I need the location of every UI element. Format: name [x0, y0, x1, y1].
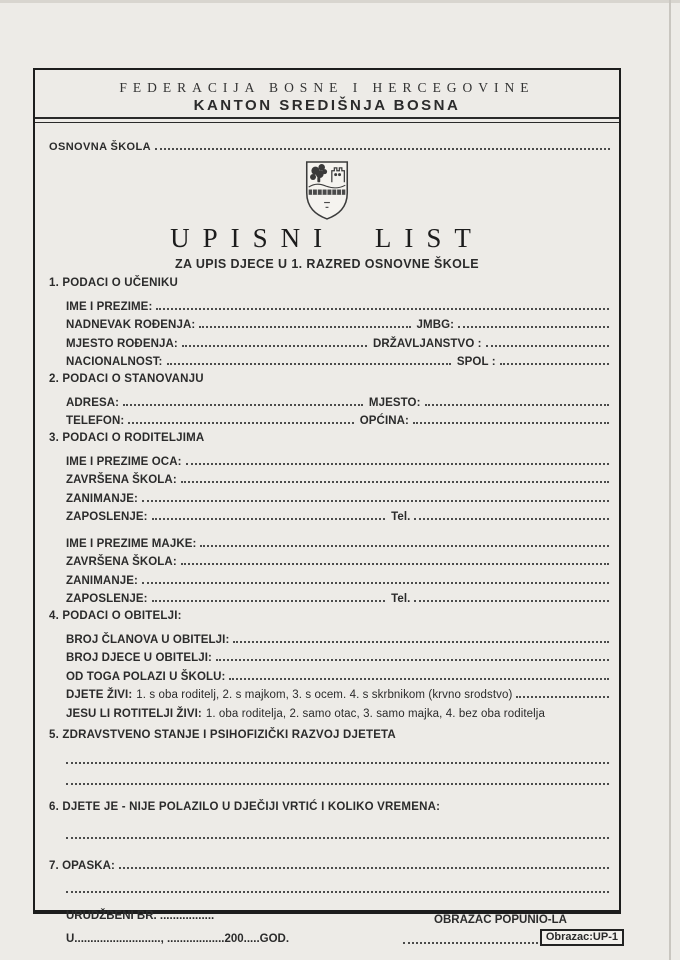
header-canton: KANTON SREDIŠNJA BOSNA — [193, 97, 461, 114]
label-broj-djece: BROJ DJECE U OBITELJI: — [66, 652, 212, 664]
fill-line — [167, 363, 451, 365]
field-djete-zivi — [66, 683, 610, 702]
fill-line — [425, 404, 609, 406]
fill-line — [199, 326, 410, 328]
label-nadnevak: NADNEVAK ROĐENJA: — [66, 319, 196, 331]
fill-line — [152, 600, 385, 602]
field-zavrsena-skola-majka — [66, 550, 610, 569]
fill-line — [66, 783, 609, 785]
fill-line — [414, 600, 609, 602]
label-zaposlenje: ZAPOSLENJE: — [66, 511, 148, 523]
section-7-heading: 7. OPASKA: — [49, 859, 115, 872]
label-zavrsena-skola: ZAVRŠENA ŠKOLA: — [66, 474, 177, 486]
fill-line — [152, 518, 385, 520]
field-polazi-u-skolu — [66, 664, 610, 683]
field-nacionalnost-spol — [66, 350, 610, 369]
field-telefon-opcina — [66, 409, 610, 428]
school-fill-line — [155, 148, 610, 150]
options-roditelji-zivi: 1. oba roditelja, 2. samo otac, 3. samo majka, 4. bez oba roditelja — [205, 707, 545, 720]
scan-edge-top — [0, 0, 680, 3]
form-footer — [66, 910, 598, 945]
fill-line — [66, 891, 609, 893]
fill-line — [119, 867, 609, 869]
field-zaposlenje-majka — [66, 587, 610, 606]
form-title: UPISNI LIST — [170, 223, 484, 253]
field-roditelji-zivi — [66, 701, 610, 720]
label-zanimanje: ZANIMANJE: — [66, 574, 138, 587]
footer-left — [66, 910, 289, 945]
fill-line — [142, 582, 609, 584]
field-mjesto-drzavljanstvo — [66, 331, 610, 350]
blank-line — [66, 746, 610, 767]
section-5-heading: 5. ZDRAVSTVENO STANJE I PSIHOFIZIČKI RAZVOJ DJETETA — [49, 728, 396, 741]
fill-line — [181, 481, 609, 483]
fill-line — [66, 762, 609, 764]
field-zavrsena-skola-otac — [66, 468, 610, 487]
label-ime-majke: IME I PREZIME MAJKE: — [66, 537, 197, 550]
field-ime-prezime — [66, 294, 610, 313]
fill-line — [123, 404, 363, 406]
label-tel: Tel. — [391, 593, 411, 605]
label-mjesto: MJESTO: — [368, 396, 421, 409]
label-zavrsena-skola: ZAVRŠENA ŠKOLA: — [66, 556, 177, 568]
label-djete-zivi: DJETE ŽIVI: — [66, 689, 133, 701]
label-telefon: TELEFON: — [66, 415, 125, 427]
fill-line — [186, 463, 609, 465]
field-zaposlenje-otac — [66, 505, 610, 524]
label-ime-oca: IME I PREZIME OCA: — [66, 455, 182, 468]
field-nadnevak-jmbg — [66, 313, 610, 332]
header-country: FEDERACIJA BOSNE I HERCEGOVINE — [119, 80, 535, 95]
field-ime-majke — [66, 531, 610, 550]
field-adresa-mjesto — [66, 390, 610, 409]
fill-line — [216, 659, 609, 661]
field-opaska — [49, 853, 610, 872]
blank-line — [66, 818, 610, 842]
label-mjesto-rodjenja: MJESTO ROĐENJA: — [66, 337, 178, 350]
fill-line — [413, 422, 609, 424]
label-zanimanje: ZANIMANJE: — [66, 492, 138, 505]
form-code-stamp: Obrazac:UP-1 — [540, 929, 624, 946]
label-nacionalnost: NACIONALNOST: — [66, 356, 163, 368]
field-zanimanje-otac — [66, 486, 610, 505]
school-label: OSNOVNA ŠKOLA — [49, 141, 151, 153]
field-zanimanje-majka — [66, 568, 610, 587]
field-broj-clanova — [66, 627, 610, 646]
school-name-row — [49, 135, 611, 153]
section-6-heading: 6. DJETE JE - NIJE POLAZILO U DJEČIJI VRTIĆ I KOLIKO VREMENA: — [49, 800, 441, 813]
fill-line — [142, 500, 609, 502]
fill-line — [458, 326, 609, 328]
blank-line — [66, 767, 610, 788]
fill-line — [516, 696, 609, 698]
parents-gap — [49, 523, 610, 531]
header-divider — [35, 117, 619, 123]
coat-band-hatch — [313, 190, 342, 195]
label-roditelji-zivi: JESU LI ROTITELJI ŽIVI: — [66, 707, 202, 720]
options-djete-zivi: 1. s oba roditelj, 2. s majkom, 3. s ocem. 4. s skrbnikom (krvno srodstvo) — [136, 689, 513, 701]
label-broj-clanova: BROJ ČLANOVA U OBITELJI: — [66, 633, 230, 646]
label-polazi-u-skolu: OD TOGA POLAZI U ŠKOLU: — [66, 670, 226, 683]
label-tel: Tel. — [391, 511, 411, 523]
fill-line — [66, 837, 609, 839]
fill-line — [233, 641, 609, 643]
fill-line — [128, 422, 353, 424]
fill-line — [182, 345, 367, 347]
place-date-line: U..........................., ..................200.....GOD. — [66, 932, 290, 945]
blank-line — [66, 872, 610, 896]
section-1-heading: 1. PODACI O UČENIKU — [49, 277, 179, 289]
section-2-heading: 2. PODACI O STANOVANJU — [49, 373, 204, 385]
fill-line — [200, 545, 609, 547]
form-subtitle: ZA UPIS DJECE U 1. RAZRED OSNOVNE ŠKOLE — [174, 257, 480, 271]
label-ime-prezime: IME I PREZIME: — [66, 300, 153, 313]
fill-line — [414, 518, 609, 520]
label-spol: SPOL : — [456, 356, 496, 368]
fill-line — [156, 308, 609, 310]
label-adresa: ADRESA: — [66, 396, 120, 409]
label-zaposlenje: ZAPOSLENJE: — [66, 593, 148, 605]
fill-line — [500, 363, 609, 365]
protocol-number-line: URUDŽBENI BR. ................. — [66, 909, 215, 922]
label-drzavljanstvo: DRŽAVLJANSTVO : — [372, 337, 482, 350]
section-3-heading: 3. PODACI O RODITELJIMA — [49, 432, 205, 444]
label-jmbg: JMBG: — [416, 319, 455, 331]
label-opcina: OPĆINA: — [359, 415, 409, 427]
filled-by-label: OBRAZAC POPUNIO-LA — [434, 913, 567, 926]
fill-line — [181, 563, 609, 565]
scan-edge-right — [669, 0, 671, 960]
fill-line — [486, 345, 609, 347]
field-broj-djece — [66, 646, 610, 665]
section-4-heading: 4. PODACI O OBITELJI: — [49, 610, 182, 622]
form-body — [49, 277, 610, 945]
fill-line — [229, 678, 609, 680]
coat-of-arms-icon — [300, 159, 354, 221]
field-ime-oca — [66, 449, 610, 468]
coat-of-arms-wrap — [35, 159, 619, 221]
